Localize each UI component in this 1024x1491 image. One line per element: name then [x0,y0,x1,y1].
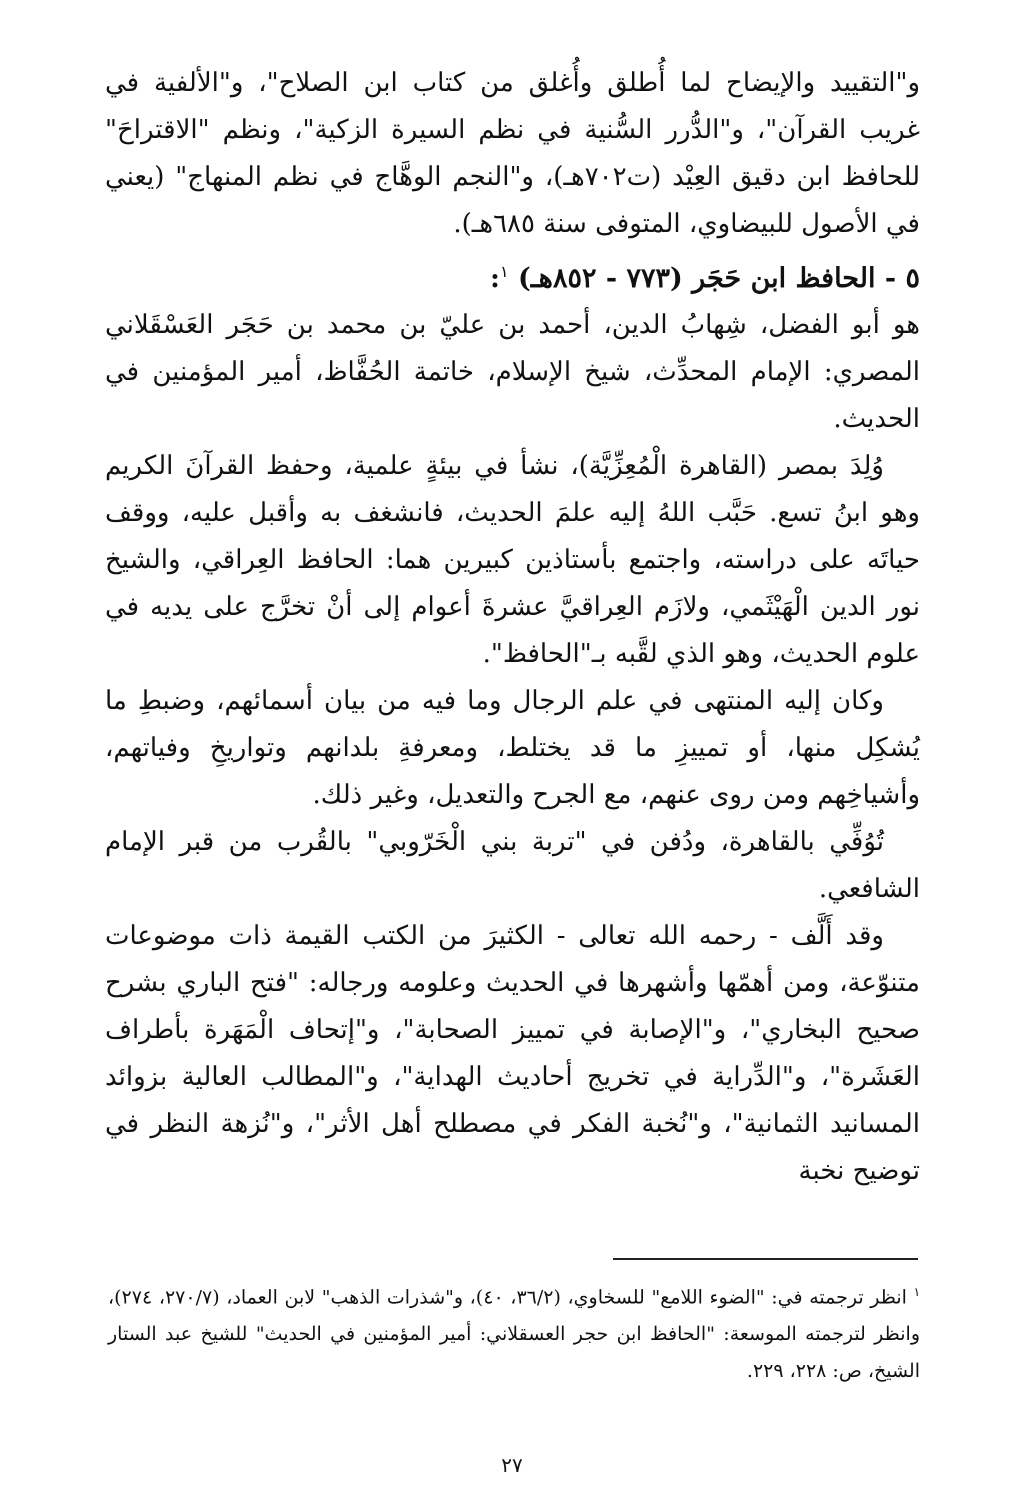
page-number: ٢٧ [501,1453,523,1477]
paragraph-birth: وُلِدَ بمصر (القاهرة الْمُعِزِّيَّة)، نشأ في بيئةٍ علمية، وحفظ القرآنَ الكريم وهو ابنُ تسع. حَبَّب اللهُ إليه علمَ الحديث، فانشغف به وأقبل عليه، ووقف حياتَه على دراسته، واجتمع بأستاذين كبيرين هما: الحافظ العِراقي، والشيخ نور الدين الْهَيْثَمي، ولازَم العِراقيَّ عشرةَ أعوام إلى أنْ تخرَّج على يديه في علوم الحديث، وهو الذي لقَّبه بـ"الحافظ". [105,451,920,669]
intro-paragraph: و"التقييد والإيضاح لما أُطلق وأُغلق من كتاب ابن الصلاح"، و"الألفية في غريب القرآن"، و"الدُّرر السُّنية في نظم السيرة الزكية"، ونظم "الاقتراحَ" للحافظ ابن دقيق العِيْد (ت٧٠٢هـ)، و"النجم الوهَّاج في نظم المنهاج" (يعني في الأصول للبيضاوي، المتوفى سنة ٦٨٥هـ). [105,68,920,239]
footnote-divider [613,1258,918,1260]
paragraph-expertise: وكان إليه المنتهى في علم الرجال وما فيه من بيان أسمائهم، وضبطِ ما يُشكِل منها، أو تمييزِ ما قد يختلط، ومعرفةِ بلدانهم وتواريخِ وفياتهم، وأشياخِهم ومن روى عنهم، مع الجرح والتعديل، وغير ذلك. [105,686,920,810]
page-body [105,60,920,1195]
paragraph-death: تُوُفِّي بالقاهرة، ودُفن في "تربة بني الْخَرّوبي" بالقُرب من قبر الإمام الشافعي. [105,827,920,904]
footnote-reference: ١ [500,262,509,281]
paragraph-biography: هو أبو الفضل، شِهابُ الدين، أحمد بن عليّ بن محمد بن حَجَر العَسْقَلاني المصري: الإمام المحدِّث، شيخ الإسلام، خاتمة الحُفَّاظ، أمير المؤمنين في الحديث. [105,310,920,434]
paragraph-works: وقد أَلَّف - رحمه الله تعالى - الكثيرَ من الكتب القيمة ذات موضوعات متنوّعة، ومن أهمّها وأشهرها في الحديث وعلومه ورجاله: "فتح الباري بشرح صحيح البخاري"، و"الإصابة في تمييز الصحابة"، و"إتحاف الْمَهَرة بأطراف العَشَرة"، و"الدِّراية في تخريج أحاديث الهداية"، و"المطالب العالية بزوائد المسانيد الثمانية"، و"نُخبة الفكر في مصطلح أهل الأثر"، و"نُزهة النظر في توضيح نخبة [105,921,920,1186]
footnote [108,1274,920,1390]
footnote-text: انظر ترجمته في: "الضوء اللامع" للسخاوي، (٣٦/٢، ٤٠)، و"شذرات الذهب" لابن العماد، (٢٧٠/٧، ٢٧٤)، وانظر لترجمته الموسعة: "الحافظ ابن حجر العسقلاني: أمير المؤمنين في الحديث" للشيخ عبد الستار الشيخ، ص: ٢٢٨، ٢٢٩. [108,1286,920,1383]
section-heading [105,248,920,302]
footnote-marker: ١ [913,1285,921,1299]
heading-text: ٥ - الحافظ ابن حَجَر (٧٧٣ - ٨٥٢هـ) [518,263,920,294]
heading-colon: : [490,263,500,294]
